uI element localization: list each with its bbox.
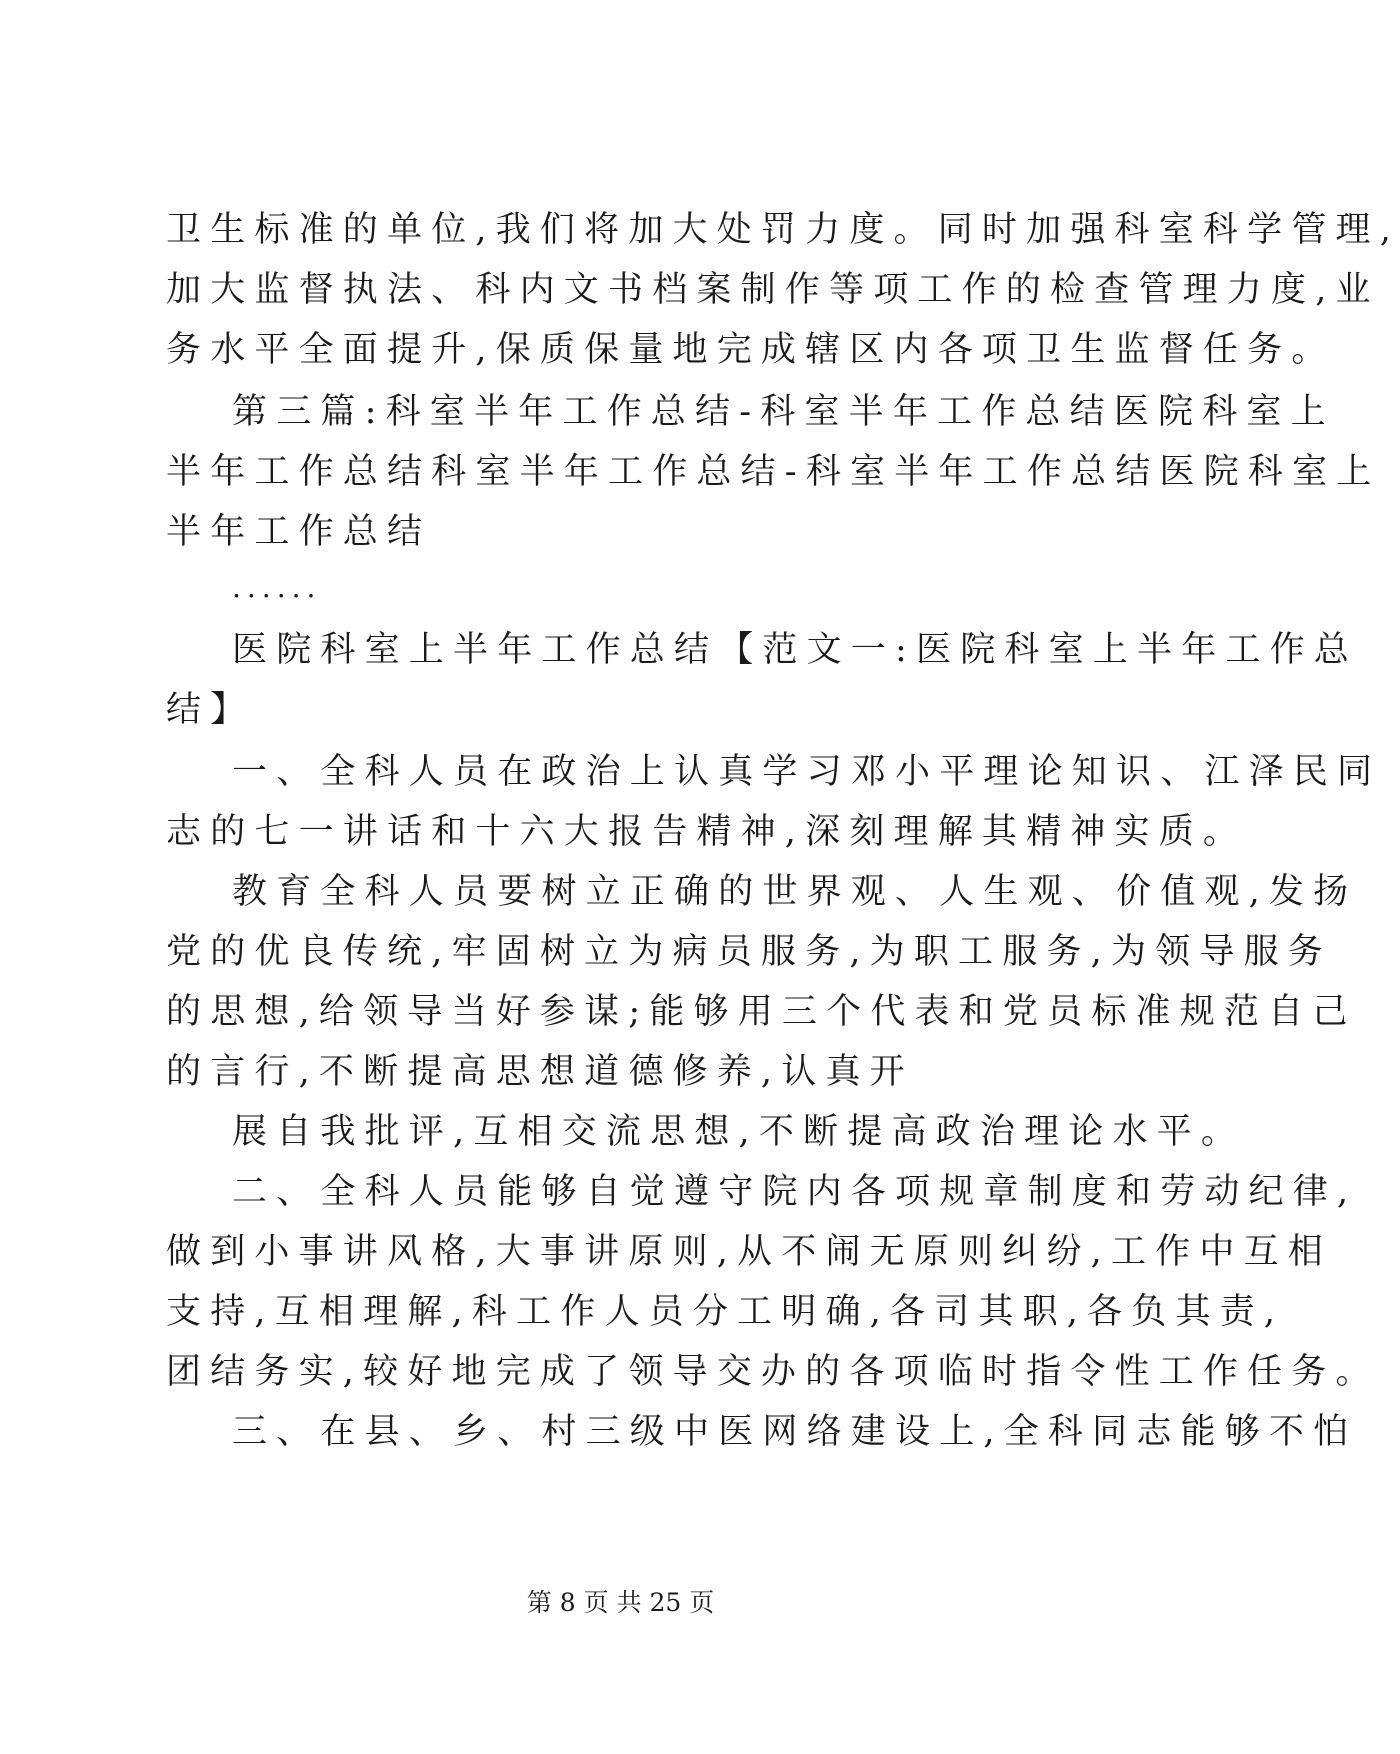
text-line: 教育全科人员要树立正确的世界观、人生观、价值观,发扬 xyxy=(232,872,1358,912)
text-line: 支持,互相理解,科工作人员分工明确,各司其职,各负其责, xyxy=(166,1292,1285,1332)
text-line: 务水平全面提升,保质保量地完成辖区内各项卫生监督任务。 xyxy=(166,330,1336,370)
text-line: 的言行,不断提高思想道德修养,认真开 xyxy=(166,1052,914,1092)
text-line: 二、全科人员能够自觉遵守院内各项规章制度和劳动纪律, xyxy=(232,1172,1358,1212)
text-line: 党的优良传统,牢固树立为病员服务,为职工服务,为领导服务 xyxy=(166,932,1332,972)
text-line: 卫生标准的单位,我们将加大处罚力度。同时加强科室科学管理, xyxy=(166,210,1400,250)
text-line: 做到小事讲风格,大事讲原则,从不闹无原则纠纷,工作中互相 xyxy=(166,1232,1332,1272)
text-line: 的思想,给领导当好参谋;能够用三个代表和党员标准规范自己 xyxy=(166,992,1357,1032)
ellipsis-line: ...... xyxy=(232,571,322,604)
text-line: 展自我批评,互相交流思想,不断提高政治理论水平。 xyxy=(232,1112,1246,1152)
section-heading-line: 第三篇:科室半年工作总结-科室半年工作总结医院科室上 xyxy=(232,392,1335,432)
text-line: 加大监督执法、科内文书档案制作等项工作的检查管理力度,业 xyxy=(166,270,1380,310)
section-heading-line: 半年工作总结 xyxy=(166,512,432,552)
page-number-footer: 第 8 页 共 25 页 xyxy=(526,1588,715,1617)
text-line: 医院科室上半年工作总结【范文一:医院科室上半年工作总 xyxy=(232,630,1358,670)
text-line: 志的七一讲话和十六大报告精神,深刻理解其精神实质。 xyxy=(166,812,1248,852)
section-heading-line: 半年工作总结科室半年工作总结-科室半年工作总结医院科室上 xyxy=(166,452,1381,492)
text-line: 团结务实,较好地完成了领导交办的各项临时指令性工作任务。 xyxy=(166,1352,1380,1392)
text-line: 结】 xyxy=(166,690,255,730)
text-line: 一、全科人员在政治上认真学习邓小平理论知识、江泽民同 xyxy=(232,752,1382,792)
text-line: 三、在县、乡、村三级中医网络建设上,全科同志能够不怕 xyxy=(232,1412,1358,1452)
